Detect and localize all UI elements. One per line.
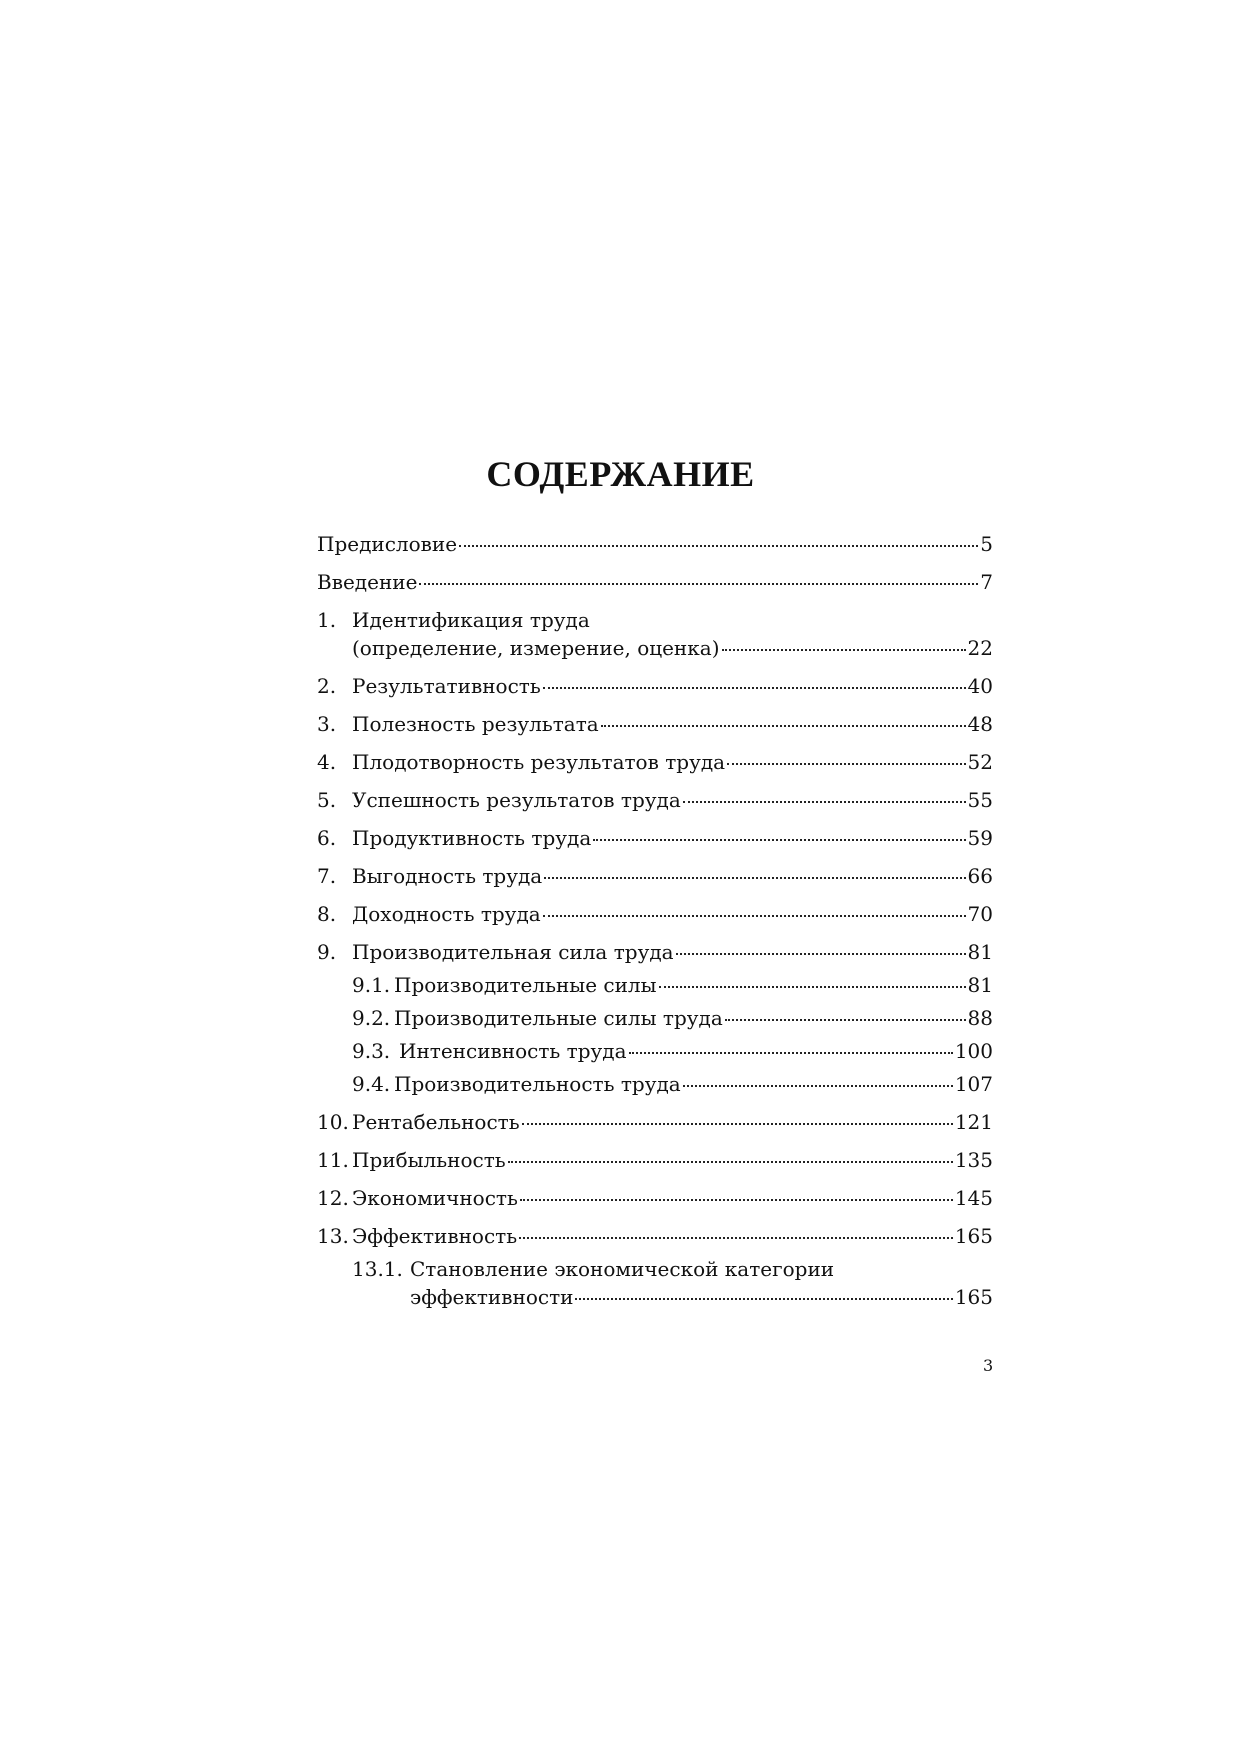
toc-entry-title: Результативность xyxy=(352,674,541,698)
toc-page-number: 107 xyxy=(954,1072,993,1096)
page-number: 3 xyxy=(983,1356,994,1375)
dot-leader xyxy=(722,649,966,651)
toc-page-number: 70 xyxy=(967,902,993,926)
toc-entry-number: 13.1. xyxy=(352,1257,403,1281)
dot-leader xyxy=(601,725,966,727)
toc-entry-number: 9.2. xyxy=(352,1006,391,1030)
dot-leader xyxy=(522,1123,953,1125)
toc-entry-title: Доходность труда xyxy=(352,902,541,926)
toc-page-number: 40 xyxy=(967,674,993,698)
toc-entry-title: Интенсивность труда xyxy=(399,1039,627,1063)
toc-entry-chapter-10[interactable] xyxy=(317,1108,993,1136)
toc-entry-number: 9. xyxy=(317,940,337,964)
dot-leader xyxy=(593,839,965,841)
toc-entry-chapter-12[interactable] xyxy=(317,1184,993,1212)
toc-entry-number: 12. xyxy=(317,1186,349,1210)
toc-entry-number: 6. xyxy=(317,826,337,850)
toc-entry-chapter-2[interactable] xyxy=(317,672,993,700)
toc-entry-chapter-9[interactable] xyxy=(317,938,993,966)
dot-leader xyxy=(727,763,965,765)
dot-leader xyxy=(520,1199,953,1201)
toc-entry-section-9-3[interactable] xyxy=(317,1037,993,1065)
toc-entry-section-9-2[interactable] xyxy=(317,1004,993,1032)
dot-leader xyxy=(676,953,966,955)
toc-entry-preface[interactable] xyxy=(317,530,993,558)
toc-entry-chapter-11[interactable] xyxy=(317,1146,993,1174)
toc-entry-title: Производительные силы xyxy=(394,973,657,997)
toc-entry-title: Предисловие xyxy=(317,532,458,556)
toc-page-number: 135 xyxy=(954,1148,993,1172)
dot-leader xyxy=(575,1298,952,1300)
dot-leader xyxy=(459,545,978,547)
toc-entry-chapter-5[interactable] xyxy=(317,786,993,814)
toc-page-number: 145 xyxy=(954,1186,993,1210)
toc-entry-title: Продуктивность труда xyxy=(352,826,592,850)
toc-page-number: 5 xyxy=(980,532,993,556)
toc-entry-chapter-4[interactable] xyxy=(317,748,993,776)
toc-page-number: 165 xyxy=(954,1285,993,1309)
toc-entry-number: 10. xyxy=(317,1110,349,1134)
toc-entry-title-line1: Идентификация труда xyxy=(352,608,590,632)
toc-page-number: 165 xyxy=(954,1224,993,1248)
toc-page-number: 7 xyxy=(980,570,993,594)
toc-entry-title: Производительная сила труда xyxy=(352,940,674,964)
toc-entry-number: 11. xyxy=(317,1148,349,1172)
toc-page-number: 55 xyxy=(967,788,993,812)
toc-entry-section-9-1[interactable] xyxy=(317,971,993,999)
toc-entry-number: 1. xyxy=(317,608,337,632)
dot-leader xyxy=(543,915,966,917)
dot-leader xyxy=(683,801,966,803)
toc-entry-number: 2. xyxy=(317,674,337,698)
toc-entry-section-13-1[interactable] xyxy=(317,1255,993,1311)
toc-entry-number: 13. xyxy=(317,1224,349,1248)
toc-entry-title: Прибыльность xyxy=(352,1148,506,1172)
toc-page-number: 59 xyxy=(967,826,993,850)
toc-entry-title-line1: Становление экономической категории xyxy=(410,1257,835,1281)
toc-entry-chapter-6[interactable] xyxy=(317,824,993,852)
toc-entry-number: 4. xyxy=(317,750,337,774)
toc-entry-title: Рентабельность xyxy=(352,1110,520,1134)
toc-entry-title: Введение xyxy=(317,570,418,594)
toc-page-number: 121 xyxy=(954,1110,993,1134)
toc-entry-title: Полезность результата xyxy=(352,712,599,736)
toc-page-number: 22 xyxy=(967,636,993,660)
toc-entry-number: 5. xyxy=(317,788,337,812)
toc-entry-title: Производительность труда xyxy=(394,1072,681,1096)
dot-leader xyxy=(725,1019,966,1021)
dot-leader xyxy=(659,986,966,988)
dot-leader xyxy=(508,1161,953,1163)
toc-entry-title: Экономичность xyxy=(352,1186,518,1210)
toc-entry-title: Плодотворность результатов труда xyxy=(352,750,726,774)
toc-page-number: 100 xyxy=(954,1039,993,1063)
toc-page-number: 81 xyxy=(967,973,993,997)
dot-leader xyxy=(683,1085,953,1087)
toc-page-number: 66 xyxy=(967,864,993,888)
toc-entry-chapter-13[interactable] xyxy=(317,1222,993,1250)
toc-entry-title: Успешность результатов труда xyxy=(352,788,681,812)
toc-entry-chapter-7[interactable] xyxy=(317,862,993,890)
toc-entry-title: Эффективность xyxy=(352,1224,518,1248)
toc-entry-number: 3. xyxy=(317,712,337,736)
toc-entry-chapter-8[interactable] xyxy=(317,900,993,928)
toc-entry-title: эффективности xyxy=(410,1285,574,1309)
table-of-contents xyxy=(317,530,993,1311)
toc-entry-introduction[interactable] xyxy=(317,568,993,596)
dot-leader xyxy=(543,687,966,689)
dot-leader xyxy=(519,1237,953,1239)
toc-page-number: 48 xyxy=(967,712,993,736)
toc-entry-section-9-4[interactable] xyxy=(317,1070,993,1098)
toc-entry-title: Выгодность труда xyxy=(352,864,543,888)
toc-entry-number: 9.3. xyxy=(352,1039,391,1063)
toc-entry-title: Производительные силы труда xyxy=(394,1006,723,1030)
page-title: СОДЕРЖАНИЕ xyxy=(486,454,755,494)
toc-page-number: 52 xyxy=(967,750,993,774)
toc-entry-chapter-3[interactable] xyxy=(317,710,993,738)
toc-entry-number: 8. xyxy=(317,902,337,926)
dot-leader xyxy=(544,877,965,879)
toc-entry-title: (определение, измерение, оценка) xyxy=(352,636,720,660)
toc-entry-number: 9.1. xyxy=(352,973,391,997)
toc-entry-number: 9.4. xyxy=(352,1072,391,1096)
dot-leader xyxy=(419,583,978,585)
toc-page-number: 88 xyxy=(967,1006,993,1030)
toc-page-number: 81 xyxy=(967,940,993,964)
toc-entry-number: 7. xyxy=(317,864,337,888)
dot-leader xyxy=(629,1052,953,1054)
toc-entry-chapter-1[interactable] xyxy=(317,606,993,662)
